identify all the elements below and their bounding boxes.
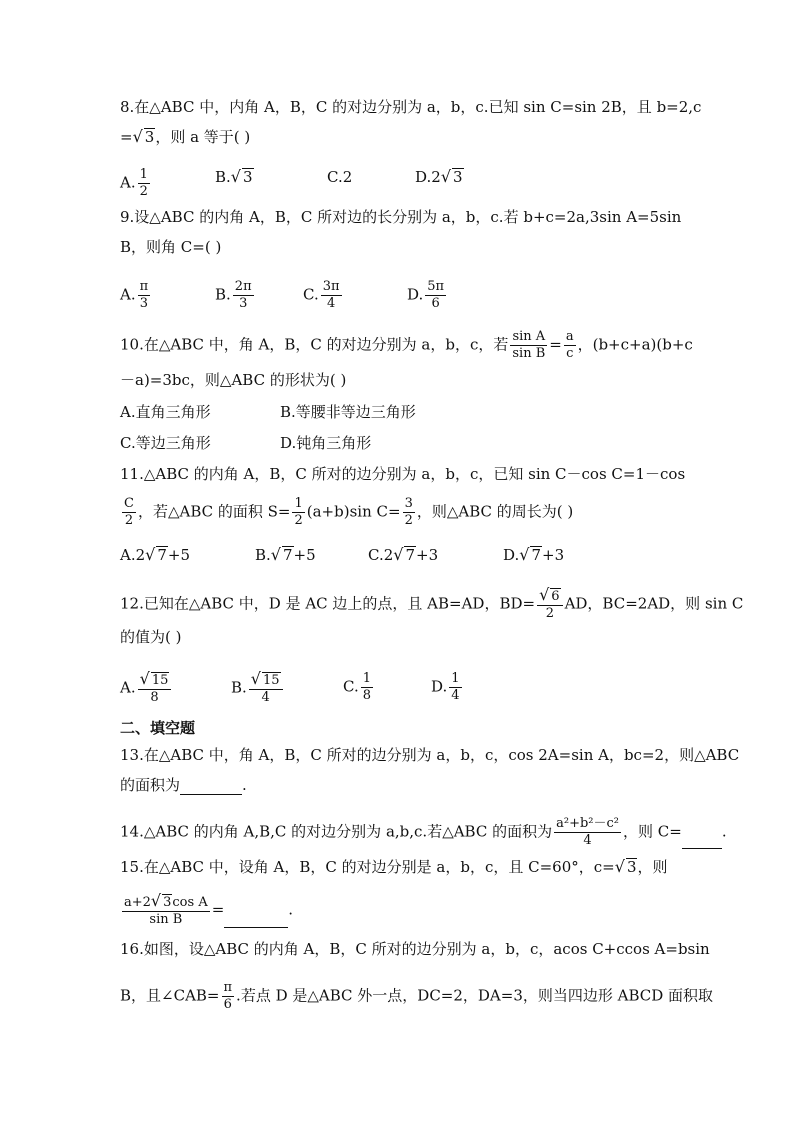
q11-option-c: C.2√ 7+3 — [368, 545, 439, 564]
q11-option-b: B.√ 7+5 — [255, 545, 316, 564]
q10-line1: 10.在△ABC 中，角 A，B，C 的对边分别为 a，b，c，若 $\frac{\text{sin A}}{\text{sin B}}$ = $\frac{a}{c}$ ，(b+c+a)(b+c — [120, 329, 693, 361]
q13-line2: 的面积为 . — [120, 776, 247, 794]
q9-option-c: C. $\frac{3\pi}{4}$ — [303, 279, 340, 311]
q8-option-b: B.√ 3 — [215, 167, 253, 186]
q9-option-b: B. $\frac{2\pi}{3}$ — [215, 279, 252, 311]
q12-line2: 的值为( ) — [120, 628, 182, 646]
q10-option-b: B.等腰非等边三角形 — [280, 403, 416, 421]
q12-option-c: C. $\frac{1}{8}$ — [343, 671, 371, 703]
q10-option-c: C.等边三角形 — [120, 434, 211, 452]
q8-line1: 8.在△ABC 中，内角 A，B，C 的对边分别为 a，b，c.已知 sin C=sin 2B，且 b=2,c — [120, 98, 702, 116]
q8-line2: =√ 3，则 a 等于( ) — [120, 127, 251, 146]
q8-option-a: A. $\frac{1}{2}$ — [120, 167, 148, 199]
q9-line2: B，则角 C=( ) — [120, 238, 222, 256]
q12-line1: 12.已知在△ABC 中，D 是 AC 边上的点，且 AB=AD，BD= $\frac{√ 6}{2}$ AD，BC=2AD，则 sin C — [120, 585, 744, 621]
q12-option-a: A. $\frac{√ 15}{8}$ — [120, 671, 173, 706]
q11-line1: 11.△ABC 的内角 A，B，C 所对的边分别为 a，b，c，已知 sin C－cos C=1－cos — [120, 465, 686, 483]
q11-option-a: A.2√ 7+5 — [120, 545, 191, 564]
fraction: $\frac{1}{2}$ — [139, 167, 148, 199]
q11-line2: $\frac{C}{2}$ ，若△ABC 的面积 S= $\frac{1}{2}$ (a+b)sin C= $\frac{3}{2}$ ，则△ABC 的周长为( ) — [124, 496, 574, 528]
q10-option-a: A.直角三角形 — [120, 403, 211, 421]
q14-line: 14.△ABC 的内角 A,B,C 的对边分别为 a,b,c.若△ABC 的面积为 $\frac{\text{a²+b²－c²}}{4}$ ，则 C= . — [120, 816, 727, 848]
answer-blank — [224, 911, 288, 928]
q10-line2: －a)=3bc，则△ABC 的形状为( ) — [120, 371, 347, 389]
q12-option-d: D. $\frac{1}{4}$ — [431, 671, 460, 703]
q9-option-a: A. $\frac{\pi}{3}$ — [120, 279, 149, 311]
q9-line1: 9.设△ABC 的内角 A，B，C 所对边的长分别为 a，b，c.若 b+c=2a,3sin A=5sin — [120, 208, 682, 226]
sqrt-symbol: √ — [132, 127, 143, 146]
fraction: $\frac{\text{sin A}}{\text{sin B}}$ — [512, 329, 546, 361]
q8-option-c: C.2 — [327, 168, 353, 186]
q12-option-b: B. $\frac{√ 15}{4}$ — [231, 671, 285, 706]
q16-line1: 16.如图，设△ABC 的内角 A，B，C 所对的边分别为 a，b，c，acos C+ccos A=bsin — [120, 940, 710, 958]
q15-line2: $\frac{\text{a+2√ 3cos A}}{\text{sin B}}$ = . — [124, 891, 294, 927]
q13-line1: 13.在△ABC 中，角 A，B，C 所对的边分别为 a，b，c，cos 2A=sin A，bc=2，则△ABC — [120, 746, 740, 764]
q8-option-d: D.2√ 3 — [415, 167, 463, 186]
q16-line2: B，且∠CAB= $\frac{\pi}{6}$ .若点 D 是△ABC 外一点，DC=2，DA=3，则当四边形 ABCD 面积取 — [120, 980, 714, 1012]
q15-line1: 15.在△ABC 中，设角 A，B，C 的对边分别是 a，b，c，且 C=60°，c=√ 3，则 — [120, 857, 668, 876]
answer-blank — [682, 832, 722, 849]
answer-blank — [180, 778, 242, 795]
q10-option-d: D.钝角三角形 — [280, 434, 372, 452]
section-heading: 二、填空题 — [120, 719, 196, 737]
q9-option-d: D. $\frac{5\pi}{6}$ — [407, 279, 445, 311]
q11-option-d: D.√ 7+3 — [503, 545, 565, 564]
